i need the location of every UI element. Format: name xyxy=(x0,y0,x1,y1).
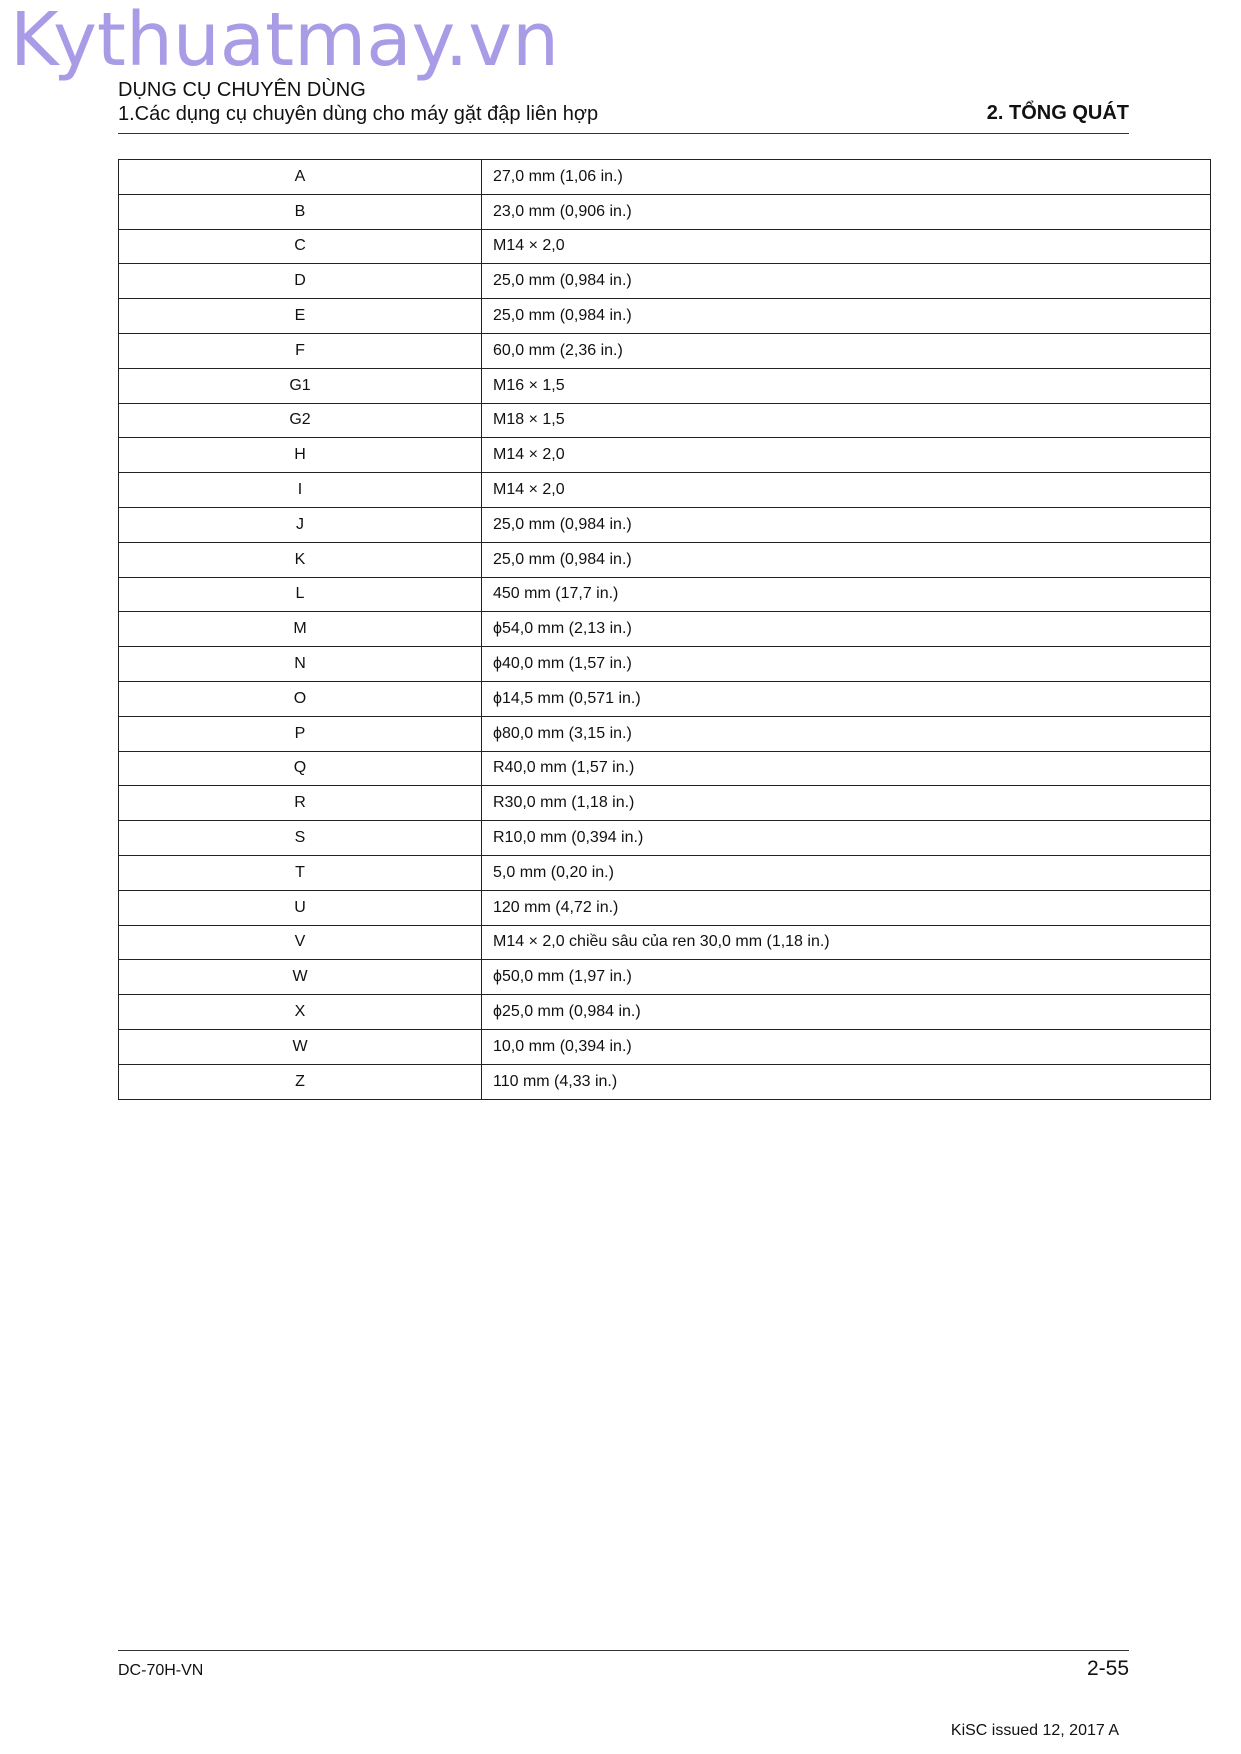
dimension-value: 60,0 mm (2,36 in.) xyxy=(482,333,1211,368)
table-row xyxy=(119,473,1211,508)
dimension-table-body xyxy=(119,160,1211,1100)
dimension-value: ϕ40,0 mm (1,57 in.) xyxy=(482,647,1211,682)
dimension-value: 110 mm (4,33 in.) xyxy=(482,1064,1211,1099)
dimension-key: T xyxy=(119,855,482,890)
table-row xyxy=(119,333,1211,368)
table-row xyxy=(119,577,1211,612)
dimension-value: M14 × 2,0 xyxy=(482,438,1211,473)
dimension-value: 23,0 mm (0,906 in.) xyxy=(482,194,1211,229)
dimension-key: F xyxy=(119,333,482,368)
dimension-value: ϕ25,0 mm (0,984 in.) xyxy=(482,995,1211,1030)
dimension-key: B xyxy=(119,194,482,229)
header-divider xyxy=(118,133,1129,134)
issue-note: KiSC issued 12, 2017 A xyxy=(950,1722,1119,1739)
table-row xyxy=(119,1029,1211,1064)
dimension-key: D xyxy=(119,264,482,299)
table-row xyxy=(119,821,1211,856)
table-row xyxy=(119,995,1211,1030)
dimension-key: S xyxy=(119,821,482,856)
table-row xyxy=(119,681,1211,716)
table-row xyxy=(119,194,1211,229)
dimension-key: A xyxy=(119,160,482,195)
table-row xyxy=(119,612,1211,647)
dimension-value: ϕ54,0 mm (2,13 in.) xyxy=(482,612,1211,647)
dimension-key: G1 xyxy=(119,368,482,403)
dimension-value: M16 × 1,5 xyxy=(482,368,1211,403)
chapter-title: 2. TỔNG QUÁT xyxy=(986,102,1129,124)
table-row xyxy=(119,855,1211,890)
table-row xyxy=(119,542,1211,577)
dimension-value: R10,0 mm (0,394 in.) xyxy=(482,821,1211,856)
dimension-value: R40,0 mm (1,57 in.) xyxy=(482,751,1211,786)
dimension-value: M14 × 2,0 xyxy=(482,473,1211,508)
dimension-key: E xyxy=(119,299,482,334)
dimension-value: 25,0 mm (0,984 in.) xyxy=(482,299,1211,334)
dimension-key: P xyxy=(119,716,482,751)
table-row xyxy=(119,160,1211,195)
dimension-value: 450 mm (17,7 in.) xyxy=(482,577,1211,612)
table-row xyxy=(119,438,1211,473)
dimension-value: ϕ50,0 mm (1,97 in.) xyxy=(482,960,1211,995)
table-row xyxy=(119,647,1211,682)
dimension-value: M14 × 2,0 chiều sâu của ren 30,0 mm (1,18 in.) xyxy=(482,925,1211,960)
dimension-value: 25,0 mm (0,984 in.) xyxy=(482,264,1211,299)
dimension-key: J xyxy=(119,507,482,542)
dimension-value: R30,0 mm (1,18 in.) xyxy=(482,786,1211,821)
table-row xyxy=(119,960,1211,995)
table-row xyxy=(119,403,1211,438)
dimension-value: 120 mm (4,72 in.) xyxy=(482,890,1211,925)
watermark-logo: Kythuatmay.vn xyxy=(10,0,560,83)
footer-divider xyxy=(118,1650,1129,1651)
dimension-value: 25,0 mm (0,984 in.) xyxy=(482,507,1211,542)
dimension-value: 25,0 mm (0,984 in.) xyxy=(482,542,1211,577)
dimension-value: 10,0 mm (0,394 in.) xyxy=(482,1029,1211,1064)
table-row xyxy=(119,368,1211,403)
dimension-value: M18 × 1,5 xyxy=(482,403,1211,438)
dimension-value: M14 × 2,0 xyxy=(482,229,1211,264)
dimension-value: 27,0 mm (1,06 in.) xyxy=(482,160,1211,195)
dimension-key: M xyxy=(119,612,482,647)
dimension-value: ϕ80,0 mm (3,15 in.) xyxy=(482,716,1211,751)
table-row xyxy=(119,786,1211,821)
table-row xyxy=(119,751,1211,786)
table-row xyxy=(119,299,1211,334)
dimension-key: H xyxy=(119,438,482,473)
table-row xyxy=(119,229,1211,264)
dimension-key: U xyxy=(119,890,482,925)
dimension-key: G2 xyxy=(119,403,482,438)
table-row xyxy=(119,507,1211,542)
dimension-value: 5,0 mm (0,20 in.) xyxy=(482,855,1211,890)
dimension-key: O xyxy=(119,681,482,716)
dimension-key: I xyxy=(119,473,482,508)
dimension-key: K xyxy=(119,542,482,577)
dimension-key: R xyxy=(119,786,482,821)
dimension-key: C xyxy=(119,229,482,264)
table-row xyxy=(119,890,1211,925)
dimension-key: W xyxy=(119,960,482,995)
dimension-key: Z xyxy=(119,1064,482,1099)
table-row xyxy=(119,1064,1211,1099)
dimension-key: X xyxy=(119,995,482,1030)
table-row xyxy=(119,264,1211,299)
section-title: DỤNG CỤ CHUYÊN DÙNG xyxy=(118,79,366,101)
dimension-key: W xyxy=(119,1029,482,1064)
dimension-key: L xyxy=(119,577,482,612)
subsection-title: 1.Các dụng cụ chuyên dùng cho máy gặt đập liên hợp xyxy=(118,103,599,125)
document-code: DC-70H-VN xyxy=(118,1662,204,1679)
dimension-key: N xyxy=(119,647,482,682)
dimension-table xyxy=(118,159,1211,1100)
dimension-key: V xyxy=(119,925,482,960)
page-number: 2-55 xyxy=(1086,1657,1129,1680)
table-row xyxy=(119,716,1211,751)
dimension-key: Q xyxy=(119,751,482,786)
dimension-value: ϕ14,5 mm (0,571 in.) xyxy=(482,681,1211,716)
table-row xyxy=(119,925,1211,960)
